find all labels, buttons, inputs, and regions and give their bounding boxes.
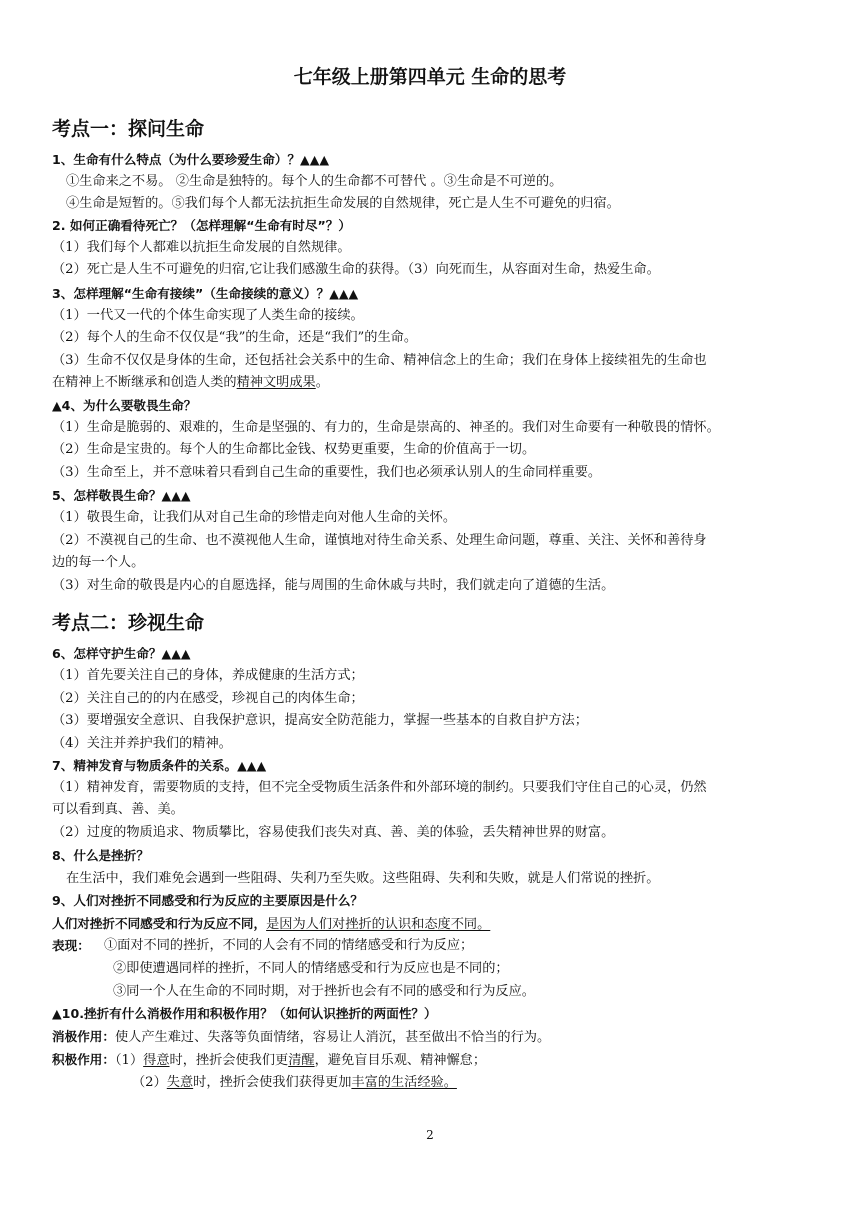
answer-text: ，避免盲目乐观、精神懈怠；: [314, 1053, 487, 1068]
answer-text: 时，挫折会使我们获得更加: [193, 1075, 352, 1090]
answer-text: （1）: [114, 1053, 144, 1068]
answer-line: （1）我们每个人都难以抗拒生命发展的自然规律。: [52, 240, 351, 255]
answer-line: 边的每一个人。: [52, 555, 145, 570]
answer-line: （2）不漠视自己的生命、也不漠视他人生命，谨慎地对待生命关系、处理生命问题，尊重、关注、关怀和善待身: [52, 533, 707, 548]
underlined-keyword: 精神文明成果: [236, 375, 316, 390]
underlined-keyword: 得意: [143, 1053, 170, 1068]
answer-line: （1）一代又一代的个体生命实现了人类生命的接续。: [52, 308, 364, 323]
answer-line: （3）生命不仅仅是身体的生命，还包括社会关系中的生命、精神信念上的生命；我们在身体上接续祖先的生命也: [52, 353, 707, 368]
question-7: 7、精神发育与物质条件的关系。▲▲▲: [52, 758, 267, 773]
answer-line: （4）关注并养护我们的精神。: [52, 736, 232, 751]
answer-line: 可以看到真、善、美。: [52, 802, 184, 817]
answer-line: ④生命是短暂的。⑤我们每个人都无法抗拒生命发展的自然规律，死亡是人生不可避免的归宿。: [66, 196, 620, 211]
answer-line: [52, 1028, 550, 1047]
section-heading-2: 考点二：珍视生命: [52, 612, 205, 634]
underlined-answer: 是因为人们对挫折的认识和态度不同。: [266, 917, 491, 932]
answer-line: [52, 1051, 486, 1070]
answer-line: ②即使遭遇同样的挫折，不同人的情绪感受和行为反应也是不同的；: [113, 961, 509, 976]
answer-line: 在生活中，我们难免会遇到一些阻碍、失利乃至失败。这些阻碍、失利和失败，就是人们常说的挫折。: [66, 871, 660, 886]
answer-line: （2）每个人的生命不仅仅是“我”的生命，还是“我们”的生命。: [52, 330, 418, 345]
answer-line: [132, 1074, 457, 1092]
positive-effect-label: 积极作用：: [52, 1052, 115, 1067]
question-1: 1、生命有什么特点（为什么要珍爱生命）？▲▲▲: [52, 152, 330, 167]
question-2: 2. 如何正确看待死亡？（怎样理解“生命有时尽”？）: [52, 218, 351, 233]
answer-line: （1）生命是脆弱的、艰难的，生命是坚强的、有力的，生命是崇高的、神圣的。我们对生命要有一种敬畏的情怀。: [52, 420, 720, 435]
question-9: 9、人们对挫折不同感受和行为反应的主要原因是什么？: [52, 893, 364, 908]
answer-line: （2）死亡是人生不可避免的归宿,它让我们感激生命的获得。（3）向死而生，从容面对生命，热爱生命。: [52, 262, 660, 277]
answer-line: （1）精神发育，需要物质的支持，但不完全受物质生活条件和外部环境的制约。只要我们守住自己的心灵，仍然: [52, 780, 707, 795]
page-title: 七年级上册第四单元 生命的思考: [293, 66, 567, 88]
question-3: 3、怎样理解“生命有接续”（生命接续的意义）？▲▲▲: [52, 286, 359, 301]
answer-line: （3）对生命的敬畏是内心的自愿选择，能与周围的生命休戚与共时，我们就走向了道德的生活。: [52, 578, 615, 593]
underlined-keyword: 失意: [166, 1075, 194, 1090]
answer-line: （2）生命是宝贵的。每个人的生命都比金钱、权势更重要，生命的价值高于一切。: [52, 442, 536, 457]
answer-line: [52, 374, 329, 392]
answer-line: （2）关注自己的的内在感受，珍视自己的肉体生命；: [52, 691, 364, 706]
expression-label: 表现：: [52, 938, 90, 953]
question-4: ▲4、为什么要敬畏生命？: [52, 398, 197, 413]
question-8: 8、什么是挫折？: [52, 848, 149, 863]
question-6: 6、怎样守护生命？▲▲▲: [52, 646, 191, 661]
page-number: 2: [426, 1128, 434, 1142]
answer-text: 。: [315, 375, 329, 390]
answer-text-bold: 人们对挫折不同感受和行为反应不同，: [52, 916, 267, 931]
underlined-keyword: 清醒: [288, 1053, 315, 1068]
answer-line: ①面对不同的挫折，不同的人会有不同的情绪感受和行为反应；: [104, 938, 474, 953]
answer-text: 使人产生难过、失落等负面情绪，容易让人消沉，甚至做出不恰当的行为。: [114, 1030, 551, 1045]
answer-line: （3）生命至上，并不意味着只看到自己生命的重要性，我们也必须承认别人的生命同样重要。: [52, 465, 602, 480]
answer-line: ③同一个人在生命的不同时期，对于挫折也会有不同的感受和行为反应。: [113, 984, 535, 999]
section-heading-1: 考点一：探问生命: [52, 118, 205, 140]
answer-line: [52, 915, 490, 934]
answer-line: （1）首先要关注自己的身体，养成健康的生活方式；: [52, 668, 364, 683]
question-5: 5、怎样敬畏生命？▲▲▲: [52, 488, 191, 503]
answer-text: 在精神上不断继承和创造人类的: [52, 375, 237, 390]
answer-line: （1）敬畏生命，让我们从对自己生命的珍惜走向对他人生命的关怀。: [52, 510, 457, 525]
answer-text: （2）: [132, 1075, 167, 1090]
answer-line: （3）要增强安全意识、自我保护意识，提高安全防范能力，掌握一些基本的自救自护方法；: [52, 713, 588, 728]
answer-line: ①生命来之不易。 ②生命是独特的。每个人的生命都不可替代 。③生命是不可逆的。: [66, 174, 563, 189]
answer-line: （2）过度的物质追求、物质攀比，容易使我们丧失对真、善、美的体验，丢失精神世界的财富。: [52, 825, 615, 840]
negative-effect-label: 消极作用：: [52, 1029, 115, 1044]
question-10: ▲10.挫折有什么消极作用和积极作用？（如何认识挫折的两面性？）: [52, 1006, 437, 1021]
underlined-keyword: 丰富的生活经验。: [351, 1075, 457, 1090]
answer-text: 时，挫折会使我们更: [169, 1053, 289, 1068]
